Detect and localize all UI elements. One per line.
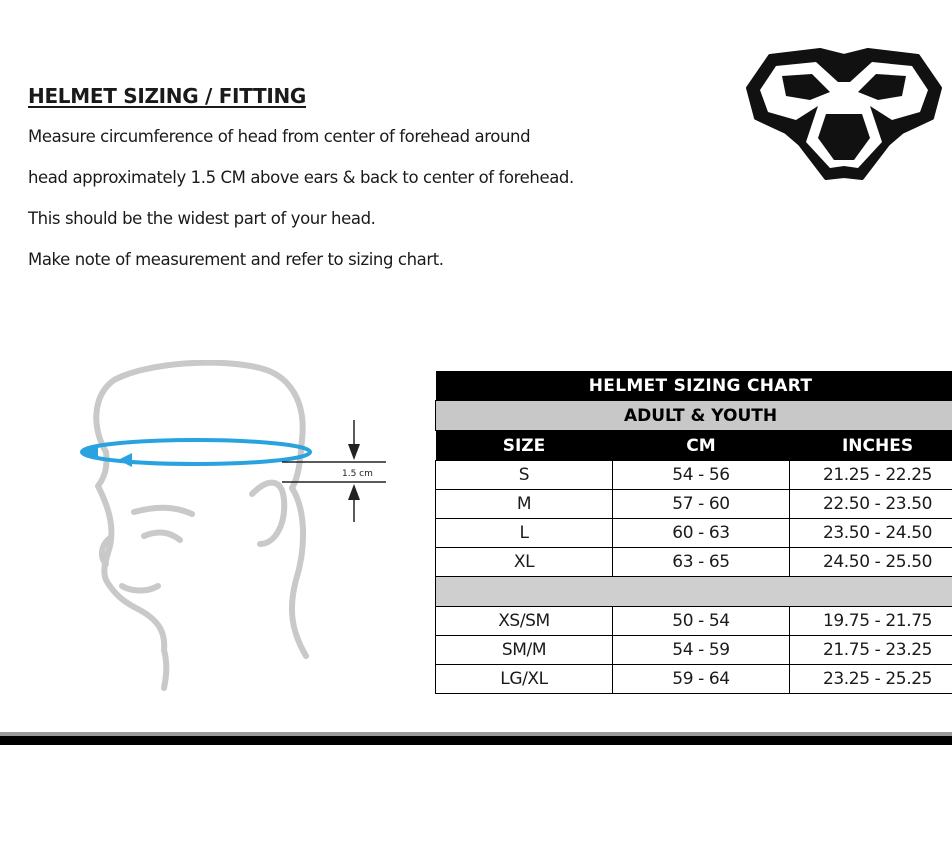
inches-cell: 21.25 - 22.25 [790, 461, 952, 490]
cm-cell: 63 - 65 [613, 548, 790, 577]
size-cell: SM/M [436, 636, 613, 665]
chart-subtitle-row [436, 401, 952, 431]
table-row [436, 490, 952, 519]
inches-cell: 23.50 - 24.50 [790, 519, 952, 548]
column-header-cm: CM [613, 431, 790, 461]
inches-cell: 19.75 - 21.75 [790, 607, 952, 636]
size-cell: L [436, 519, 613, 548]
cm-cell: 54 - 56 [613, 461, 790, 490]
section-divider-row [436, 577, 952, 607]
fox-logo-icon [742, 30, 947, 182]
table-row [436, 548, 952, 577]
cm-cell: 60 - 63 [613, 519, 790, 548]
instruction-line: This should be the widest part of your head. [28, 209, 376, 228]
inches-cell: 21.75 - 23.25 [790, 636, 952, 665]
head-measurement-diagram [70, 360, 410, 695]
cm-cell: 57 - 60 [613, 490, 790, 519]
chart-subtitle: ADULT & YOUTH [436, 401, 952, 431]
inches-cell: 22.50 - 23.50 [790, 490, 952, 519]
measurement-label: 1.5 cm [342, 469, 373, 479]
instruction-line: Measure circumference of head from center of forehead around [28, 127, 531, 146]
cm-cell: 59 - 64 [613, 665, 790, 694]
size-cell: XL [436, 548, 613, 577]
size-cell: M [436, 490, 613, 519]
inches-cell: 23.25 - 25.25 [790, 665, 952, 694]
table-row [436, 519, 952, 548]
size-cell: XS/SM [436, 607, 613, 636]
table-row [436, 665, 952, 694]
page-title: HELMET SIZING / FITTING [28, 84, 307, 108]
inches-cell: 24.50 - 25.50 [790, 548, 952, 577]
table-row [436, 461, 952, 490]
table-row [436, 607, 952, 636]
footer-divider [0, 732, 952, 745]
column-header-row [436, 431, 952, 461]
table-row [436, 636, 952, 665]
column-header-size: SIZE [436, 431, 613, 461]
instruction-line: head approximately 1.5 CM above ears & back to center of forehead. [28, 168, 574, 187]
instruction-line: Make note of measurement and refer to sizing chart. [28, 250, 444, 269]
chart-title-row [436, 371, 952, 401]
column-header-inches: INCHES [790, 431, 952, 461]
helmet-sizing-chart [435, 371, 952, 694]
chart-title: HELMET SIZING CHART [436, 371, 952, 401]
cm-cell: 50 - 54 [613, 607, 790, 636]
size-cell: LG/XL [436, 665, 613, 694]
cm-cell: 54 - 59 [613, 636, 790, 665]
size-cell: S [436, 461, 613, 490]
